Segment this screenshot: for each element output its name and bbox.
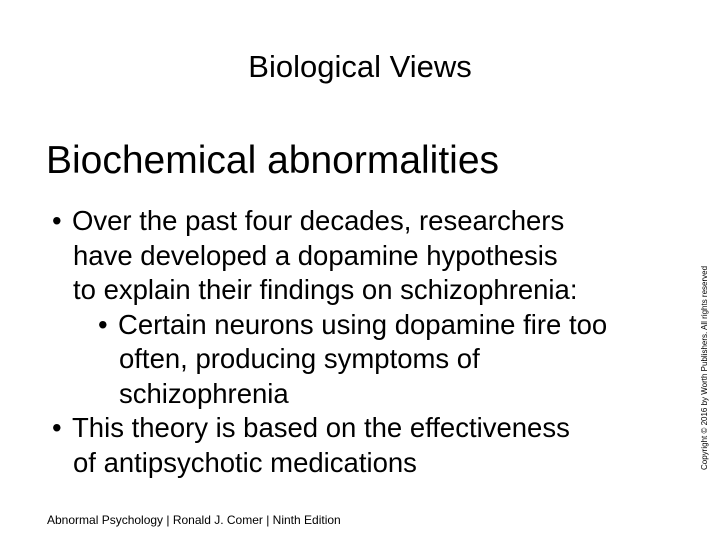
- bullet-item: [52, 204, 672, 308]
- slide-subtitle: Biochemical abnormalities: [46, 139, 500, 182]
- bullet-item: [52, 411, 672, 480]
- bullet-line: This theory is based on the effectiveness: [72, 412, 570, 443]
- bullet-line: to explain their findings on schizophrenia:: [73, 274, 578, 305]
- bullet-line: schizophrenia: [119, 377, 289, 409]
- bullet-marker: •: [52, 205, 62, 236]
- bullet-list: [52, 204, 672, 480]
- bullet-line: Over the past four decades, researchers: [72, 205, 565, 236]
- sub-bullet-item: [98, 308, 672, 412]
- slide-footer: Abnormal Psychology | Ronald J. Comer | Ninth Edition: [47, 513, 341, 527]
- bullet-marker: •: [98, 308, 108, 340]
- bullet-line: of antipsychotic medications: [73, 446, 417, 478]
- slide-title: Biological Views: [248, 49, 472, 84]
- bullet-line: have developed a dopamine hypothesis: [73, 239, 558, 271]
- copyright-notice: Copyright © 2016 by Worth Publishers. All rights reserved: [700, 265, 709, 470]
- bullet-line: Certain neurons using dopamine fire too: [118, 308, 608, 340]
- bullet-line: often, producing symptoms of: [119, 343, 480, 374]
- bullet-marker: •: [52, 412, 62, 443]
